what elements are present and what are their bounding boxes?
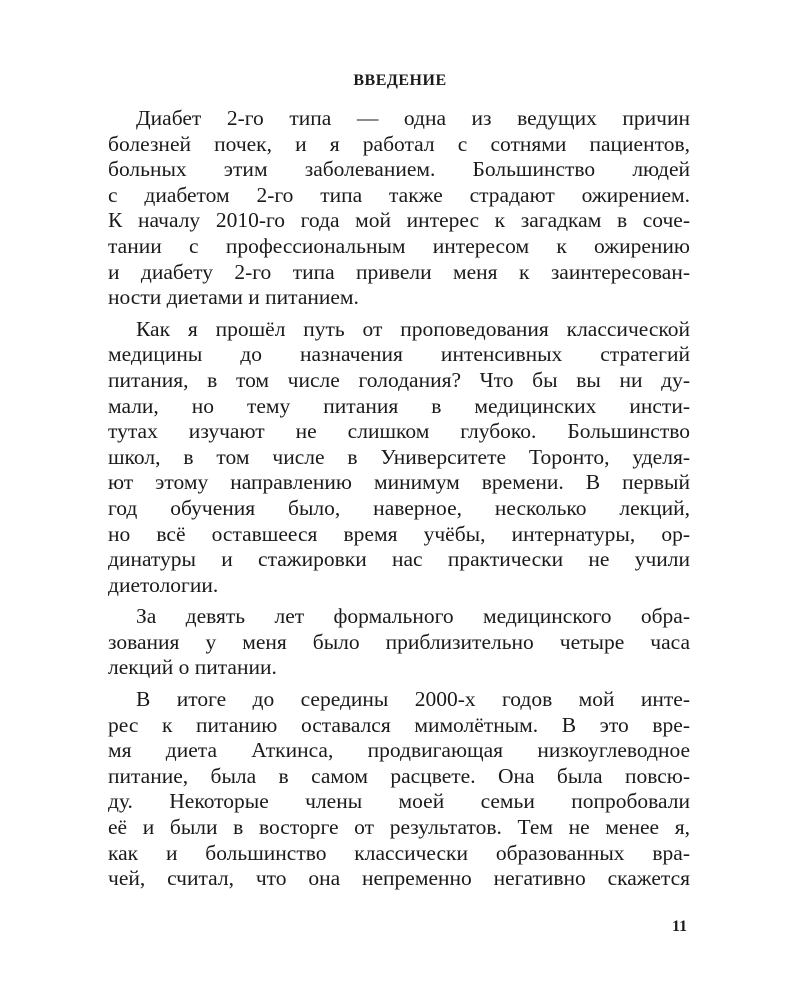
text-line: но всё оставшееся время учёбы, интернатуры, ор- [108,521,690,546]
text-line: диетологии. [108,572,219,597]
text-line: медицины до назначения интенсивных стратегий [108,342,690,367]
text-line: лекций о питании. [108,655,277,680]
text-line: В итоге до середины 2000-х годов мой инте- [136,687,690,712]
text-line: рес к питанию оставался мимолётным. В это вре- [108,712,690,737]
text-line: её и были в восторге от результатов. Тем не менее я, [108,815,690,840]
text-line: Как я прошёл путь от проповедования классической [136,316,690,341]
text-line: школ, в том числе в Университете Торонто, уделя- [108,444,690,469]
text-line: питание, была в самом расцвете. Она была повсю- [108,763,690,788]
paragraph-3 [78,604,690,681]
text-line: болезней почек, и я работал с сотнями пациентов, [108,131,690,156]
text-line: чей, считал, что она непременно негативно скажется [108,866,690,891]
page-number: 11 [672,918,688,935]
text-line: с диабетом 2-го типа также страдают ожирением. [108,182,690,207]
text-line: и диабету 2-го типа привели меня к заинтересован- [108,259,690,284]
text-line: как и большинство классически образованных вра- [108,840,690,865]
paragraph-1 [78,106,690,311]
text-line: больных этим заболеванием. Большинство людей [108,157,690,182]
running-title: ВВЕДЕНИЕ [353,72,447,89]
text-line: динатуры и стажировки нас практически не учили [108,547,690,572]
text-line: ду. Некоторые члены моей семьи попробовали [108,789,690,814]
text-line: Диабет 2-го типа — одна из ведущих причин [136,106,690,130]
text-line: мали, но тему питания в медицинских инсти- [108,393,690,418]
text-line: год обучения было, наверное, несколько лекций, [108,495,690,520]
paragraph-2 [78,317,690,599]
text-line: тутах изучают не слишком глубоко. Большинство [108,419,690,444]
text-line: мя диета Аткинса, продвигающая низкоуглеводное [108,738,690,763]
text-line: питания, в том числе голодания? Что бы вы ни ду- [108,367,690,392]
text-line: За девять лет формального медицинского обра- [136,604,690,629]
text-line: зования у меня было приблизительно четыре часа [108,629,690,654]
text-line: ности диетами и питанием. [108,285,359,310]
text-body [78,106,690,898]
text-line: тании с профессиональным интересом к ожирению [108,233,690,258]
text-line: К началу 2010-го года мой интерес к загадкам в соче- [108,208,690,233]
paragraph-4 [78,687,690,892]
text-line: ют этому направлению минимум времени. В первый [108,470,690,495]
